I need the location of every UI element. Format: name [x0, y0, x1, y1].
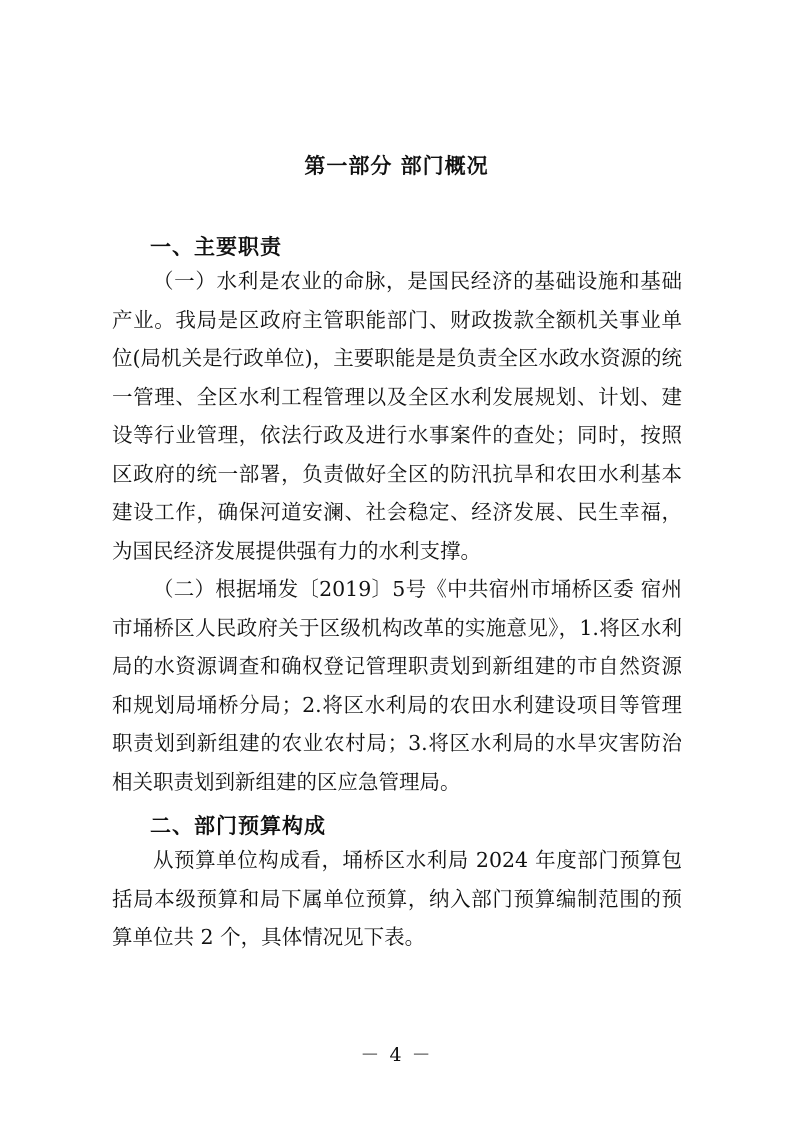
paragraph-duties-2: （二）根据埇发〔2019〕5号《中共宿州市埇桥区委 宿州市埇桥区人民政府关于区级机构改革的实施意见》，1.将区水利局的水资源调查和确权登记管理职责划到新组建的市自然资源和规划局埇桥分局；2.将区水利局的农田水利建设项目等管理职责划到新组建的农业农村局；3.将区水利局的水旱灾害防治相关职责划到新组建的区应急管理局。 [112, 577, 682, 794]
section-heading-budget-composition: 二、部门预算构成 [150, 814, 326, 838]
paragraph-duties-1: （一）水利是农业的命脉，是国民经济的基础设施和基础产业。我局是区政府主管职能部门、财政拨款全额机关事业单位(局机关是行政单位)，主要职能是是负责全区水政水资源的统一管理、全区水利工程管理以及全区水利发展规划、计划、建设等行业管理，依法行政及进行水事案件的查处；同时，按照区政府的统一部署，负责做好全区的防汛抗旱和农田水利基本建设工作，确保河道安澜、社会稳定、经济发展、民生幸福，为国民经济发展提供强有力的水利支撑。 [112, 269, 682, 563]
section-heading-main-duties: 一、主要职责 [150, 235, 282, 259]
section-body-main-duties [112, 262, 682, 801]
page-number: － 4 － [360, 1044, 433, 1066]
page-title: 第一部分 部门概况 [304, 154, 489, 178]
paragraph-budget-1: 从预算单位构成看，埇桥区水利局 2024 年度部门预算包括局本级预算和局下属单位预算，纳入部门预算编制范围的预算单位共 2 个，具体情况见下表。 [112, 848, 682, 949]
section-body-budget-composition [112, 841, 682, 957]
